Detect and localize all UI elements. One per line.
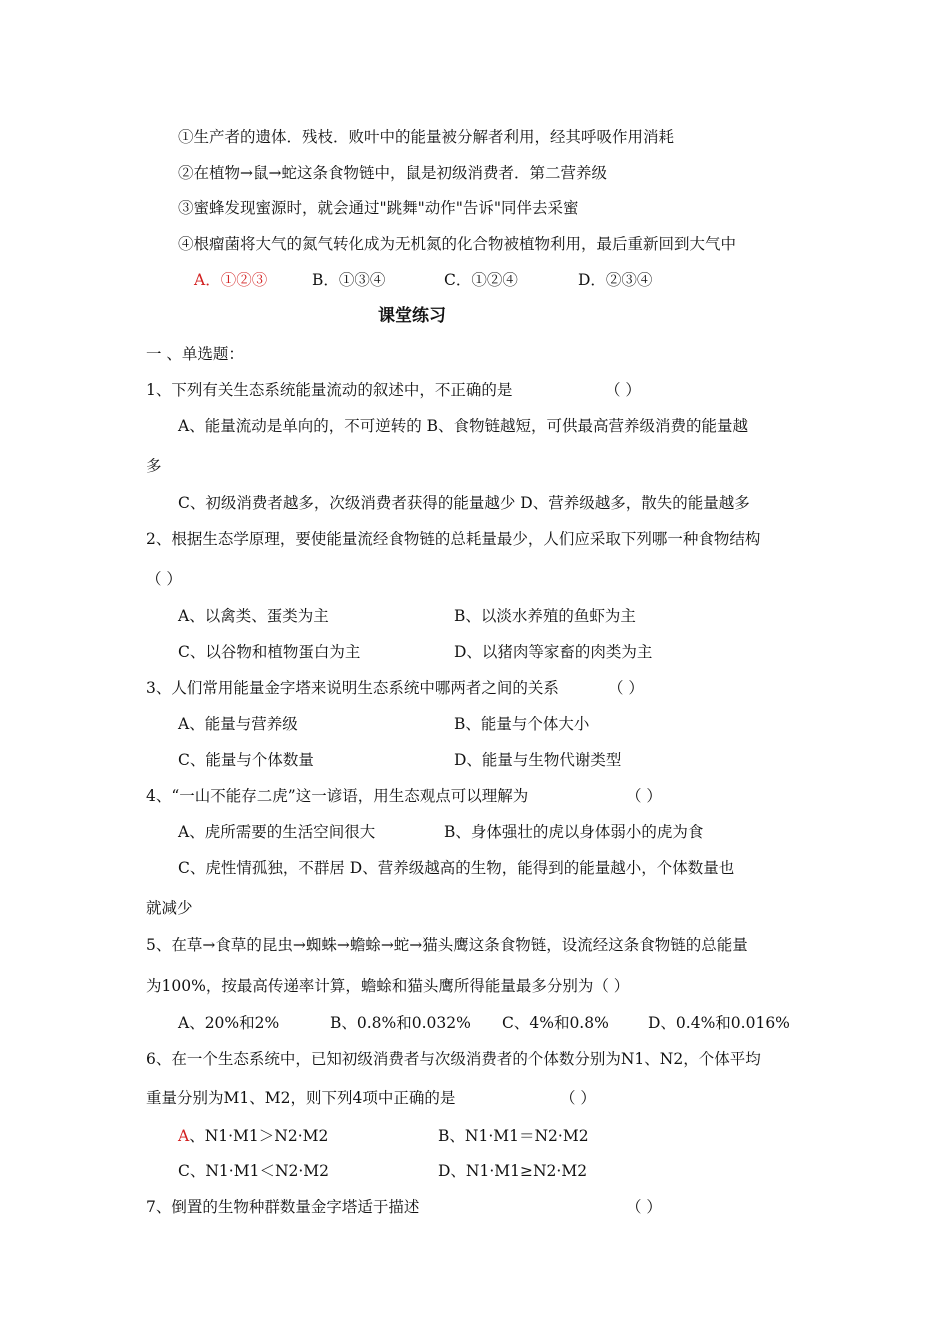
section-title: 课堂练习 — [378, 306, 446, 326]
intro-option-a: A．①②③ — [194, 271, 268, 289]
statement-3: ③蜜蜂发现蜜源时，就会通过"跳舞"动作"告诉"同伴去采蜜 — [178, 199, 579, 217]
q6-option-d: D、N1·M1≥N2·M2 — [438, 1162, 588, 1180]
q6-option-b: B、N1·M1＝N2·M2 — [438, 1127, 589, 1145]
intro-option-d: D．②③④ — [578, 271, 653, 289]
statement-4: ④根瘤菌将大气的氮气转化成为无机氮的化合物被植物利用，最后重新回到大气中 — [178, 235, 737, 253]
q6-stem-line1: 6、在一个生态系统中，已知初级消费者与次级消费者的个体数分别为N1、N2，个体平均 — [146, 1050, 761, 1068]
q3-option-b: B、能量与个体大小 — [454, 715, 590, 733]
q5-option-d: D、0.4%和0.016% — [648, 1014, 790, 1032]
intro-option-c: C．①②④ — [444, 271, 518, 289]
statement-1: ①生产者的遗体．残枝．败叶中的能量被分解者利用，经其呼吸作用消耗 — [178, 128, 675, 146]
q5-option-a: A、20%和2% — [178, 1014, 280, 1032]
q2-option-b: B、以淡水养殖的鱼虾为主 — [454, 607, 636, 625]
q6-bracket: （ ） — [560, 1089, 596, 1107]
q2-bracket: （ ） — [146, 570, 182, 588]
intro-option-b: B．①③④ — [312, 271, 386, 289]
q1-options-ab: A、能量流动是单向的，不可逆转的 B、食物链越短，可供最高营养级消费的能量越 — [178, 417, 749, 435]
q3-option-a: A、能量与营养级 — [178, 715, 298, 733]
q7-stem: 7、倒置的生物种群数量金字塔适于描述 — [146, 1198, 420, 1216]
section-subtitle: 一 、单选题： — [146, 345, 244, 363]
q1-stem: 1、下列有关生态系统能量流动的叙述中，不正确的是 — [146, 381, 513, 399]
q6-option-a-text: 、N1·M1＞N2·M2 — [189, 1127, 329, 1145]
q2-option-c: C、以谷物和植物蛋白为主 — [178, 643, 361, 661]
q4-option-b: B、身体强壮的虎以身体弱小的虎为食 — [444, 823, 704, 841]
q3-stem: 3、人们常用能量金字塔来说明生态系统中哪两者之间的关系 — [146, 679, 559, 697]
q1-options-ab-cont: 多 — [146, 457, 162, 475]
q6-stem-line2: 重量分别为M1、M2，则下列4项中正确的是 — [146, 1089, 456, 1107]
q4-options-cd-cont: 就减少 — [146, 899, 193, 917]
q4-option-a: A、虎所需要的生活空间很大 — [178, 823, 376, 841]
q4-options-cd: C、虎性情孤独，不群居 D、营养级越高的生物，能得到的能量越小，个体数量也 — [178, 859, 735, 877]
q5-option-c: C、4%和0.8% — [502, 1014, 609, 1032]
statement-2: ②在植物→鼠→蛇这条食物链中，鼠是初级消费者．第二营养级 — [178, 164, 607, 182]
q5-option-b: B、0.8%和0.032% — [330, 1014, 471, 1032]
q1-options-cd: C、初级消费者越多，次级消费者获得的能量越少 D、营养级越多，散失的能量越多 — [178, 494, 750, 512]
q5-stem-line1: 5、在草→食草的昆虫→蜘蛛→蟾蜍→蛇→猫头鹰这条食物链，设流经这条食物链的总能量 — [146, 936, 748, 954]
q6-option-c: C、N1·M1＜N2·M2 — [178, 1162, 330, 1180]
q6-option-a-letter: A — [178, 1127, 190, 1145]
q2-stem: 2、根据生态学原理，要使能量流经食物链的总耗量最少，人们应采取下列哪一种食物结构 — [146, 530, 761, 548]
q5-stem-line2: 为100%，按最高传递率计算，蟾蜍和猫头鹰所得能量最多分别为（ ） — [146, 977, 630, 995]
q3-option-c: C、能量与个体数量 — [178, 751, 314, 769]
q1-bracket: （ ） — [605, 381, 641, 399]
q3-bracket: （ ） — [608, 679, 644, 697]
q2-option-a: A、以禽类、蛋类为主 — [178, 607, 329, 625]
q2-option-d: D、以猪肉等家畜的肉类为主 — [454, 643, 653, 661]
q4-bracket: （ ） — [626, 787, 662, 805]
q3-option-d: D、能量与生物代谢类型 — [454, 751, 622, 769]
q7-bracket: （ ） — [626, 1198, 662, 1216]
q6-option-a — [178, 1126, 328, 1146]
q4-stem: 4、“一山不能存二虎”这一谚语，用生态观点可以理解为 — [146, 787, 529, 805]
